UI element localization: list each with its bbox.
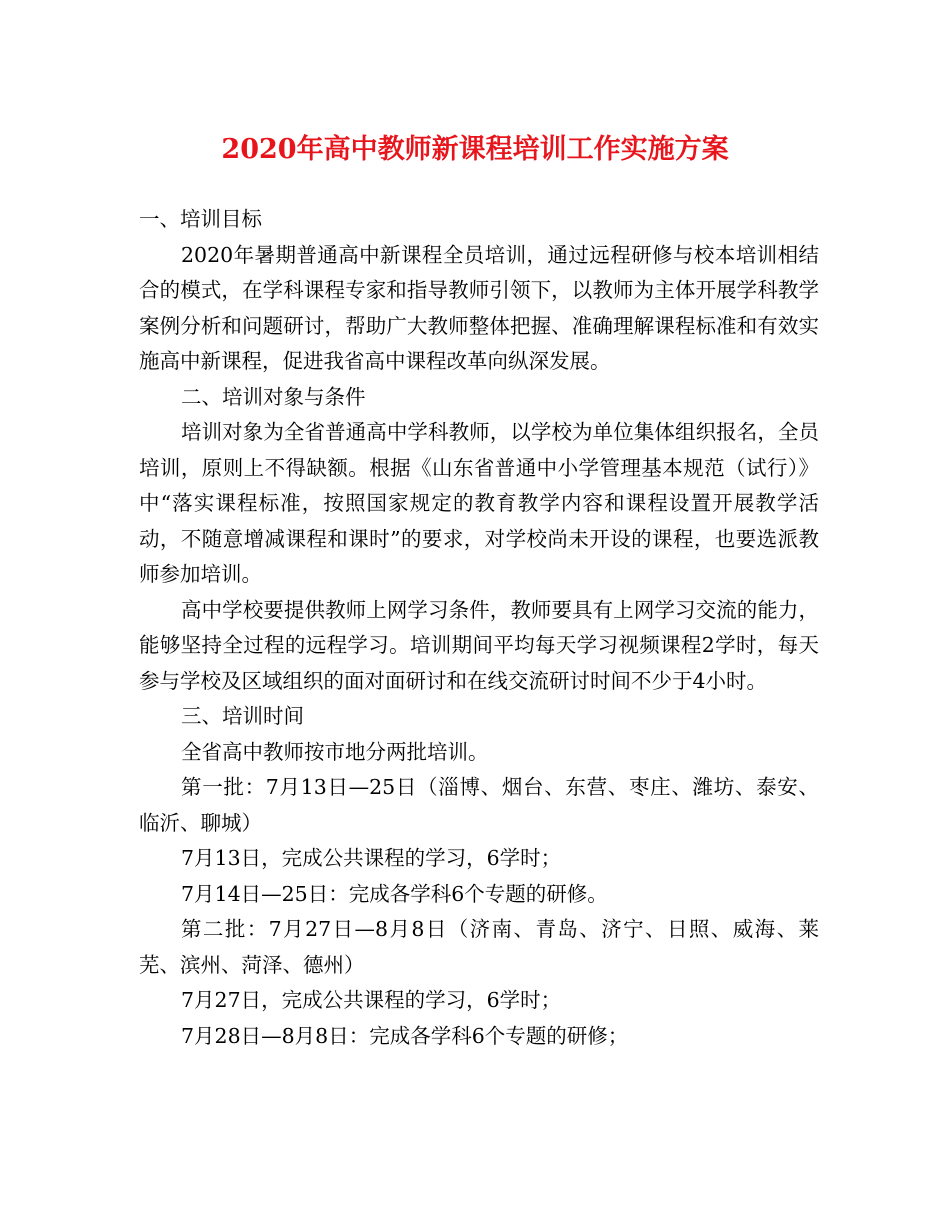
paragraph-batch-1-day-1: 7月13日，完成公共课程的学习，6学时； xyxy=(181,846,562,870)
section-heading-3: 三、培训时间 xyxy=(181,704,304,728)
document-body xyxy=(139,202,819,1054)
section-heading-1: 一、培训目标 xyxy=(139,207,262,231)
paragraph-batch-2: 第二批：7月27日—8月8日（济南、青岛、济宁、日照、威海、莱芜、滨州、菏泽、德州） xyxy=(139,917,819,977)
paragraph-batch-1: 第一批：7月13日—25日（淄博、烟台、东营、枣庄、潍坊、泰安、临沂、聊城） xyxy=(139,775,819,835)
paragraph-training-targets: 培训对象为全省普通高中学科教师，以学校为单位集体组织报名，全员培训，原则上不得缺额。根据《山东省普通中小学管理基本规范（试行）》中“落实课程标准，按照国家规定的教育教学内容和课程设置开展教学活动，不随意增减课程和课时”的要求，对学校尚未开设的课程，也要选派教师参加培训。 xyxy=(139,420,819,586)
paragraph-batches-intro: 全省高中教师按市地分两批培训。 xyxy=(181,739,489,764)
paragraph-training-conditions: 高中学校要提供教师上网学习条件，教师要具有上网学习交流的能力，能够坚持全过程的远程学习。培训期间平均每天学习视频课程2学时，每天参与学校及区域组织的面对面研讨和在线交流研讨时间不少于4小时。 xyxy=(139,597,819,693)
paragraph-training-goal: 2020年暑期普通高中新课程全员培训，通过远程研修与校本培训相结合的模式，在学科课程专家和指导教师引领下，以教师为主体开展学科教学案例分析和问题研讨，帮助广大教师整体把握、准确理解课程标准和有效实施高中新课程，促进我省高中课程改革向纵深发展。 xyxy=(139,242,819,373)
document-title: 2020年高中教师新课程培训工作实施方案 xyxy=(221,134,729,165)
paragraph-batch-2-day-1: 7月27日，完成公共课程的学习，6学时； xyxy=(181,988,562,1012)
section-heading-2: 二、培训对象与条件 xyxy=(181,384,366,409)
paragraph-batch-1-days-rest: 7月14日—25日：完成各学科6个专题的研修。 xyxy=(181,881,608,906)
paragraph-batch-2-days-rest: 7月28日—8月8日：完成各学科6个专题的研修； xyxy=(181,1023,629,1048)
